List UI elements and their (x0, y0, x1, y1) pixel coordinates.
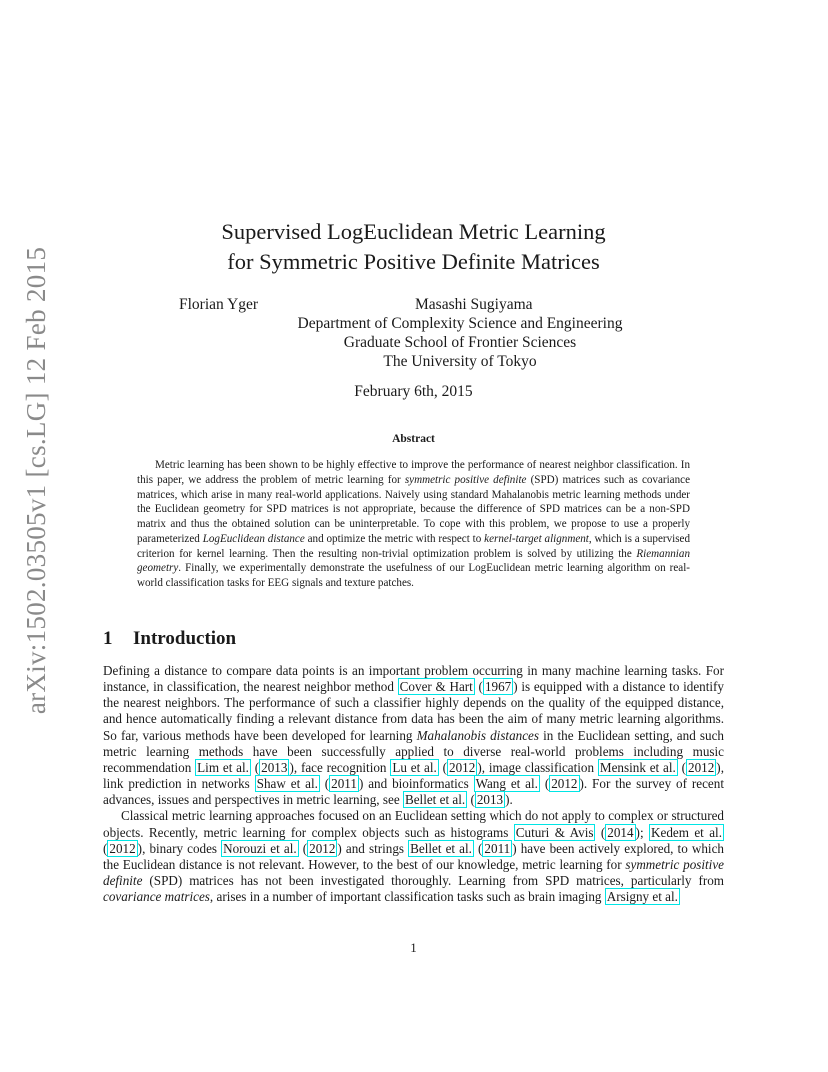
body-text: . For the survey of recent advances, issues and perspectives in metric learning, see (103, 776, 724, 808)
paper-date: February 6th, 2015 (354, 383, 473, 400)
arxiv-identifier: arXiv:1502.03505v1 [cs.LG] 12 Feb 2015 (21, 246, 52, 715)
citation-link[interactable]: Shaw et al. (256, 776, 318, 792)
citation-link[interactable]: Kedem et al. (651, 824, 722, 840)
abstract-text: (SPD) matrices such as covariance matrices, which arise in many real-world applications. Naively using standard Mahalanobis metric learning methods under the Euclidean geometry for SPD matrices is not appropriate, because the difference of SPD matrices can be a non-SPD matrix and thus the obtained solution can be uninterpretable. To cope with this problem, we propose to use a properly parameterized (137, 473, 691, 545)
body-text: , link prediction in networks (103, 759, 724, 792)
introduction-body (103, 663, 724, 905)
citation-year-link[interactable]: 1967 (484, 679, 512, 695)
citation-year-link[interactable]: 2012 (688, 759, 715, 775)
citation-year-link[interactable]: 2012 (109, 840, 136, 856)
citation-link[interactable]: Cover & Hart (399, 679, 473, 695)
body-text: (SPD) matrices has not been investigated thoroughly. Learning from SPD matrices, particularly from (142, 873, 724, 889)
citation-link[interactable]: Wang et al. (475, 776, 538, 792)
body-text: , image classification (481, 759, 598, 775)
abstract-text: Metric learning has been shown to be highly effective to improve the performance of nearest neighbor classification. In this paper, we address the problem of metric learning for (137, 459, 690, 486)
citation-link[interactable]: Norouzi et al. (223, 840, 297, 856)
citation-year-link[interactable]: 2014 (607, 824, 634, 840)
body-emphasis: covariance matrices (103, 889, 210, 905)
abstract-text: , which is a supervised criterion for kernel learning. Then the resulting non-trivial optimization problem is solved by utilizing the (137, 532, 690, 560)
body-text: Defining a distance to compare data points is an important problem occurring in many machine learning tasks. For instance, in classification, the nearest neighbor method (103, 663, 724, 695)
citation-year-link[interactable]: 2011 (484, 840, 511, 856)
citation-year-link[interactable]: 2011 (331, 776, 357, 792)
author-yger: Florian Yger (179, 296, 259, 313)
author-sugiyama: Masashi Sugiyama (415, 296, 533, 313)
body-text: , binary codes (142, 840, 222, 856)
citation-year-link[interactable]: 2013 (476, 792, 504, 808)
abstract-emphasis: Riemannian geometry (137, 547, 690, 575)
affiliation-school: Graduate School of Frontier Sciences (343, 334, 577, 351)
body-emphasis: Mahalanobis distances (416, 727, 539, 743)
body-text: in the Euclidean setting, and such metric learning methods have been successfully applied to diverse real-world problems including music recommendation (103, 727, 724, 775)
citation-link[interactable]: Cuturi & Avis (515, 824, 594, 840)
body-text: ; (639, 824, 649, 840)
body-emphasis: symmetric positive definite (103, 856, 724, 889)
abstract-emphasis: symmetric positive definite (404, 473, 527, 486)
abstract-text: . Finally, we experimentally demonstrate the usefulness of our LogEuclidean metric learning algorithm on real-world classification tasks for EEG signals and texture patches. (137, 562, 690, 589)
citation-link[interactable]: Lim et al. (197, 759, 249, 775)
citation-link[interactable]: Mensink et al. (599, 759, 676, 775)
paper-title (100, 217, 727, 277)
body-text: and bioinformatics (363, 776, 474, 792)
citation-year-link[interactable]: 2013 (261, 759, 288, 775)
section-heading (103, 628, 236, 650)
affiliation-department: Department of Complexity Science and Engineering (297, 315, 623, 332)
abstract-heading: Abstract (392, 433, 435, 445)
affiliation-university: The University of Tokyo (383, 353, 537, 370)
title-line-2: for Symmetric Positive Definite Matrices (227, 249, 600, 274)
page-number: 1 (410, 940, 417, 955)
abstract-emphasis: kernel-target alignment (484, 532, 589, 545)
section-title: Introduction (133, 628, 237, 649)
abstract-body (137, 458, 690, 591)
title-line-1: Supervised LogEuclidean Metric Learning (221, 219, 606, 244)
citation-year-link[interactable]: 2012 (551, 776, 578, 792)
citation-link[interactable]: Lu et al. (392, 759, 437, 775)
abstract-paragraph (137, 458, 690, 591)
body-text: and strings (341, 840, 409, 856)
citation-link[interactable]: Bellet et al. (404, 792, 466, 808)
abstract-text: and optimize the metric with respect to (304, 532, 485, 545)
body-text: is equipped with a distance to identify the nearest neighbors. The performance of such a classifier highly depends on the quality of the equipped distance, and hence automatically finding a relevant distance from data has been the aim of many metric learning algorithms. So far, various methods have been developed for learning (103, 679, 724, 743)
body-text: . (509, 792, 513, 808)
body-text: , arises in a number of important classification tasks such as brain imaging (209, 889, 605, 905)
citation-year-link[interactable]: 2012 (309, 840, 336, 856)
section-number: 1 (103, 628, 113, 649)
arxiv-sidebar (17, 246, 57, 715)
affiliation (280, 314, 640, 371)
body-text: , face recognition (293, 759, 391, 775)
abstract-emphasis: LogEuclidean distance (202, 532, 305, 545)
citation-link[interactable]: Bellet et al. (410, 840, 472, 856)
citation-link[interactable]: Arsigny et al. (606, 889, 678, 905)
body-text: have been actively explored, to which the Euclidean distance is not relevant. However, to the best of our knowledge, metric learning for (103, 840, 724, 872)
body-text: Classical metric learning approaches focused on an Euclidean setting which do not apply to complex or structured objects. Recently, metric learning for complex objects such as histograms (103, 808, 724, 840)
intro-paragraph-2: Classical metric learning approaches focused on an Euclidean setting which do not apply to complex or structured objects. Recently, metric learning for complex objects such as histograms Cuturi & Avis ( 2014 ); Kedem et al. ( 2012 ), binary codes Norouzi et al. ( 2012 ) and strings Bellet et al. ( 2011 ) have been actively explored, to which the Euclidean distance is not relevant. However, to the best of our knowledge, metric learning for symmetric positive definite (SPD) matrices has not been investigated thoroughly. Learning from SPD matrices, particularly from covariance matrices, arises in a number of important classification tasks such as brain imaging Arsigny et al. (103, 808, 724, 905)
citation-year-link[interactable]: 2012 (449, 759, 476, 775)
intro-paragraph-1: Defining a distance to compare data points is an important problem occurring in many machine learning tasks. For instance, in classification, the nearest neighbor method Cover & Hart ( 1967 ) is equipped with a distance to identify the nearest neighbors. The performance of such a classifier highly depends on the quality of the equipped distance, and hence automatically finding a relevant distance from data has been the aim of many metric learning algorithms. So far, various methods have been developed for learning Mahalanobis distances in the Euclidean setting, and such metric learning methods have been successfully applied to diverse real-world problems including music recommendation Lim et al. ( 2013 ), face recognition Lu et al. ( 2012 ), image classification Mensink et al. ( 2012 ), link prediction in networks Shaw et al. ( 2011 ) and bioinformatics Wang et al. ( 2012 ). For the survey of recent advances, issues and perspectives in metric learning, see Bellet et al. ( 2013 ). (103, 663, 724, 808)
